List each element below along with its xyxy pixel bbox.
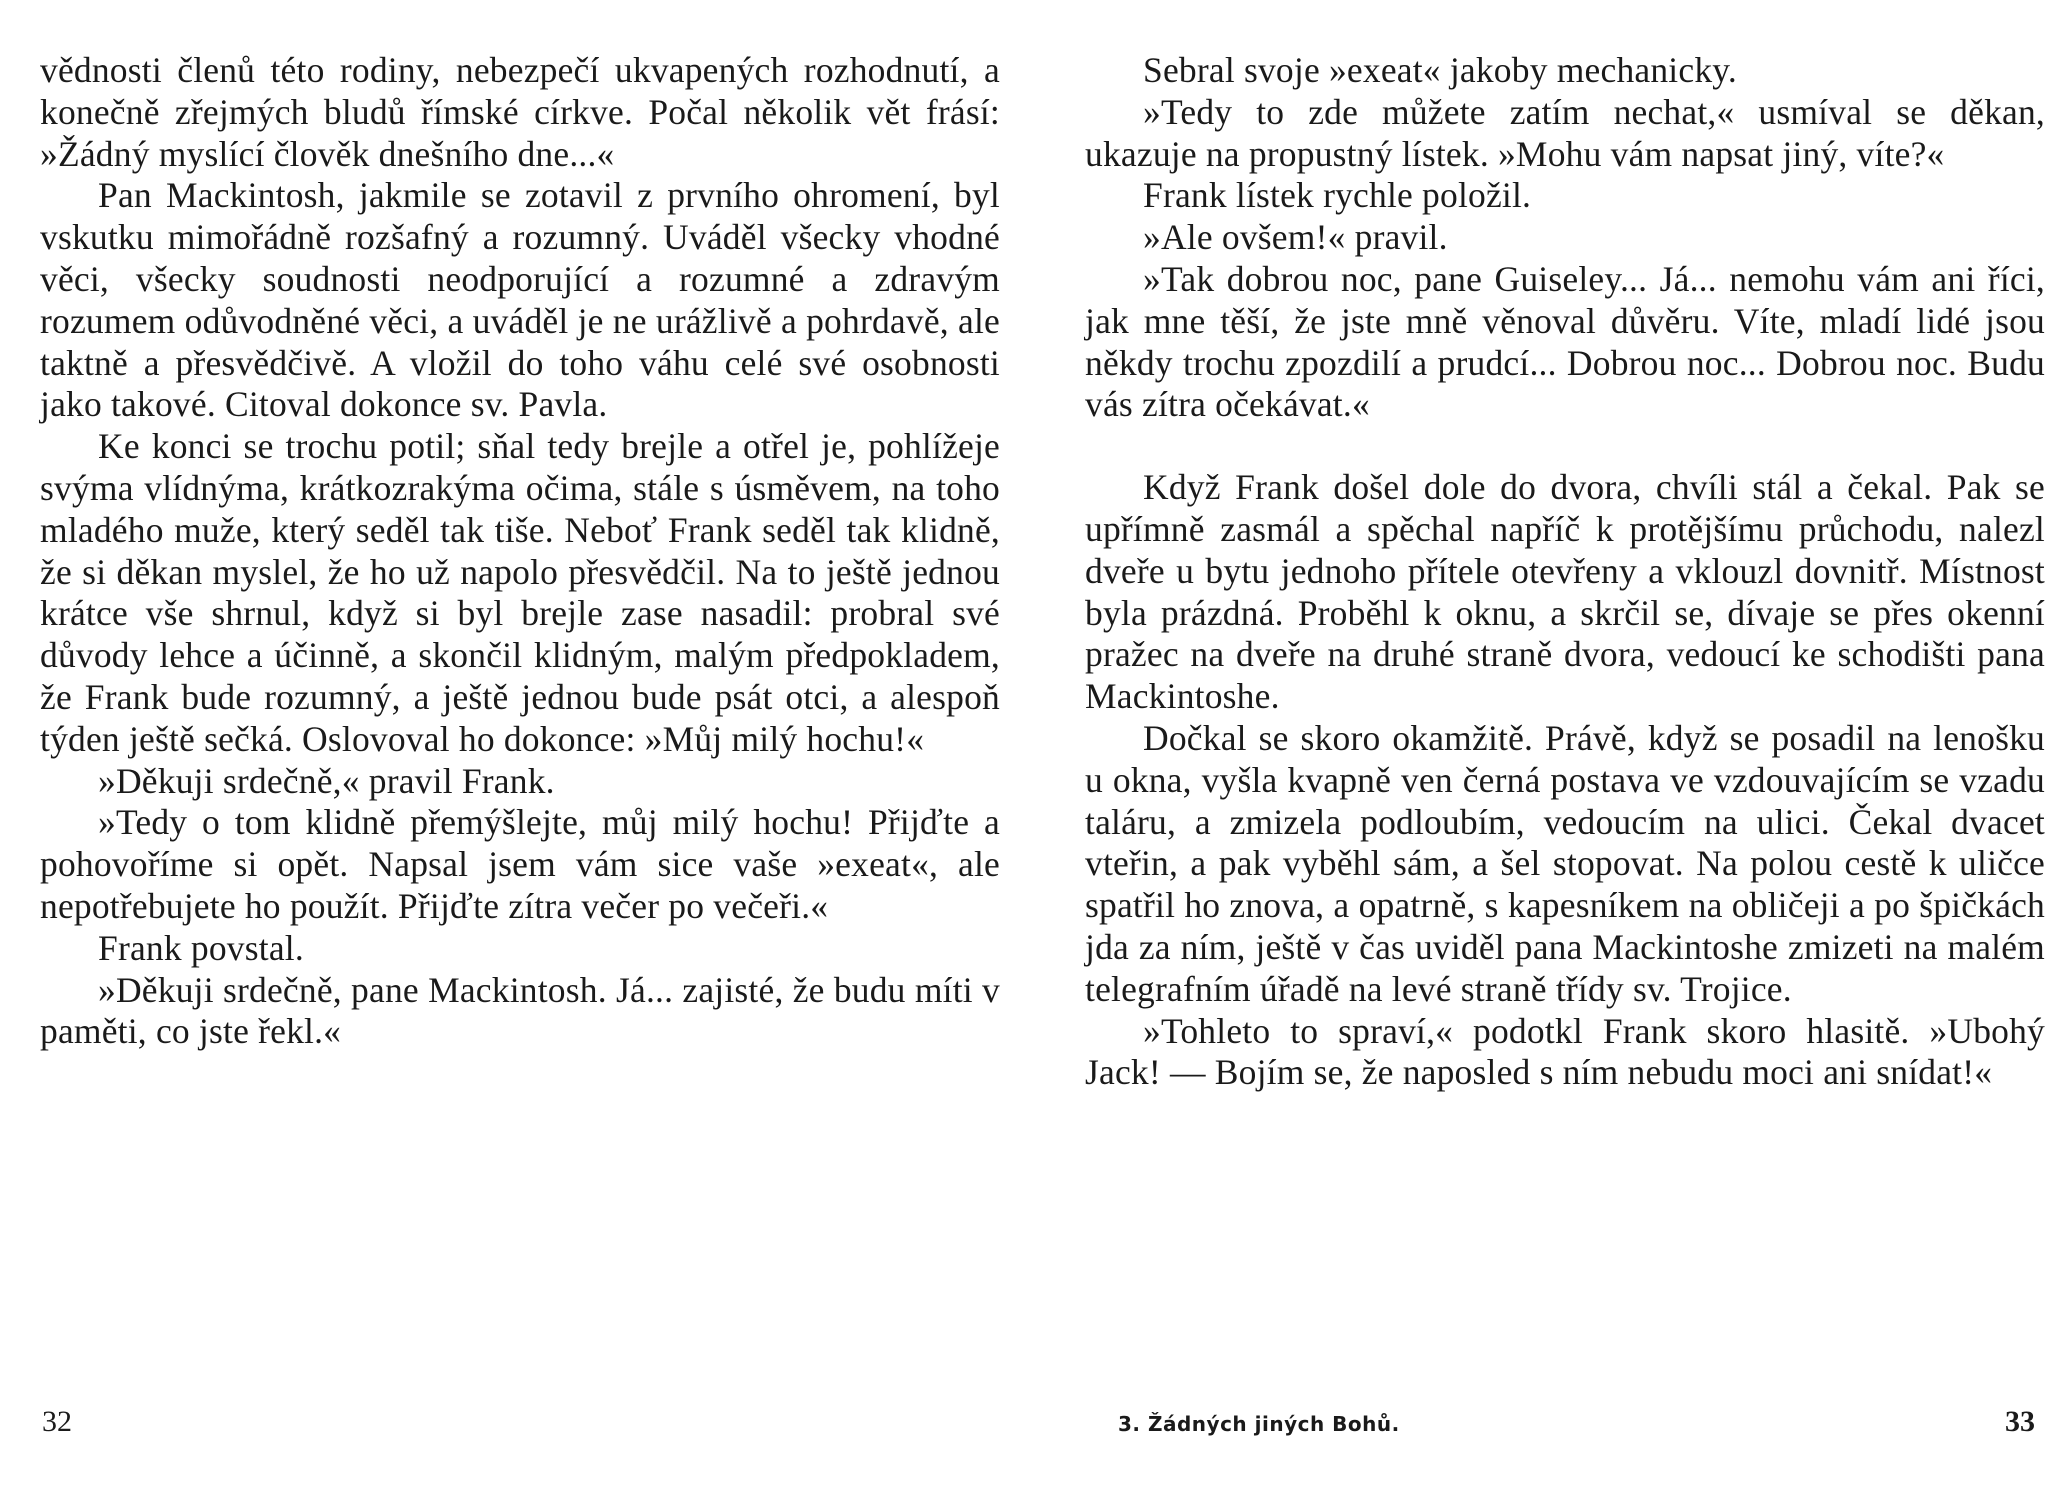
paragraph: Sebral svoje »exeat« jakoby mechanicky. [1143, 50, 1738, 90]
paragraph: Když Frank došel dole do dvora, chvíli stál a čekal. Pak se upřímně zasmál a spěchal napříč k protějšímu průchodu, nalezl dveře u bytu jednoho přítele otevřeny a vklouzl dovnitř. Místnost byla prázdná. Proběhl k oknu, a skrčil se, dívaje se přes okenní pražec na dveře na druhé straně dvora, vedoucí ke schodišti pana Mackintoshe. [1085, 467, 2045, 717]
page-number-left: 32 [42, 1405, 72, 1438]
paragraph: Dočkal se skoro okamžitě. Právě, když se posadil na lenošku u okna, vyšla kvapně ven černá postava ve vzdouvajícím se vzadu taláru, a zmizela podloubím, vedoucím na ulici. Čekal dvacet vteřin, a pak vyběhl sám, a šel stopovat. Na polou cestě k uličce spatřil ho znova, a opatrně, s kapesníkem na obličeji a po špičkách jda za ním, ještě v čas uviděl pana Mackintoshe zmizeti na malém telegrafním úřadě na levé straně třídy sv. Trojice. [1085, 717, 2045, 1009]
left-page [40, 50, 1000, 1053]
paragraph: Frank lístek rychle položil. [1143, 175, 1532, 216]
paragraph: Pan Mackintosh, jakmile se zotavil z prvního ohromení, byl vskutku mimořádně rozšafný a rozumný. Uváděl všecky vhodné věci, všecky soudnosti neodporující a rozumné a zdravým rozumem odůvodněné věci, a uváděl je ne urážlivě a pohrdavě, ale taktně a přesvědčivě. A vložil do toho váhu celé své osobnosti jako takové. Citoval dokonce sv. Pavla. [40, 175, 1000, 425]
paragraph: »Ale ovšem!« pravil. [1143, 217, 1448, 258]
paragraph: Ke konci se trochu potil; sňal tedy brejle a otřel je, pohlížeje svýma vlídnýma, krátkozrakýma očima, stále s úsměvem, na toho mladého muže, který seděl tak tiše. Neboť Frank seděl tak klidně, že si děkan myslel, že ho už napolo přesvědčil. Na to ještě jednou krátce vše shrnul, když si byl brejle zase nasadil: probral své důvody lehce a účinně, a skončil klidným, malým předpokladem, že Frank bude rozumný, a ještě jednou bude psát otci, a alespoň týden ještě sečká. Oslovoval ho dokonce: »Můj milý hochu!« [40, 426, 1000, 759]
paragraph: »Tak dobrou noc, pane Guiseley... Já... nemohu vám ani říci, jak mne těší, že jste mně věnoval důvěru. Víte, mladí lidé jsou někdy trochu zpozdilí a prudcí... Dobrou noc... Dobrou noc. Budu vás zítra očekávat.« [1085, 258, 2045, 425]
paragraph: »Děkuji srdečně,« pravil Frank. [98, 760, 555, 801]
paragraph: vědnosti členů této rodiny, nebezpečí ukvapených rozhodnutí, a konečně zřejmých bludů římské církve. Počal několik vět frásí: »Žádný myslící člověk dnešního dne...« [40, 50, 1000, 174]
section-break [1085, 426, 2045, 467]
signature-mark: 3. Žádných jiných Bohů. [1118, 1412, 1400, 1436]
right-page [1085, 50, 2045, 1094]
page-number-right: 33 [2005, 1405, 2035, 1438]
paragraph: »Tedy to zde můžete zatím nechat,« usmíval se děkan, ukazuje na propustný lístek. »Mohu vám napsat jiný, víte?« [1085, 91, 2045, 174]
paragraph: »Děkuji srdečně, pane Mackintosh. Já... zajisté, že budu míti v paměti, co jste řekl.« [40, 969, 1000, 1052]
paragraph: Frank povstal. [98, 927, 304, 968]
paragraph: »Tohleto to spraví,« podotkl Frank skoro hlasitě. »Ubohý Jack! — Bojím se, že naposled s ním nebudu moci ani snídat!« [1085, 1010, 2045, 1093]
paragraph: »Tedy o tom klidně přemýšlejte, můj milý hochu! Přijďte a pohovoříme si opět. Napsal jsem vám sice vaše »exeat«, ale nepotřebujete ho použít. Přijďte zítra večer po večeři.« [40, 802, 1000, 926]
